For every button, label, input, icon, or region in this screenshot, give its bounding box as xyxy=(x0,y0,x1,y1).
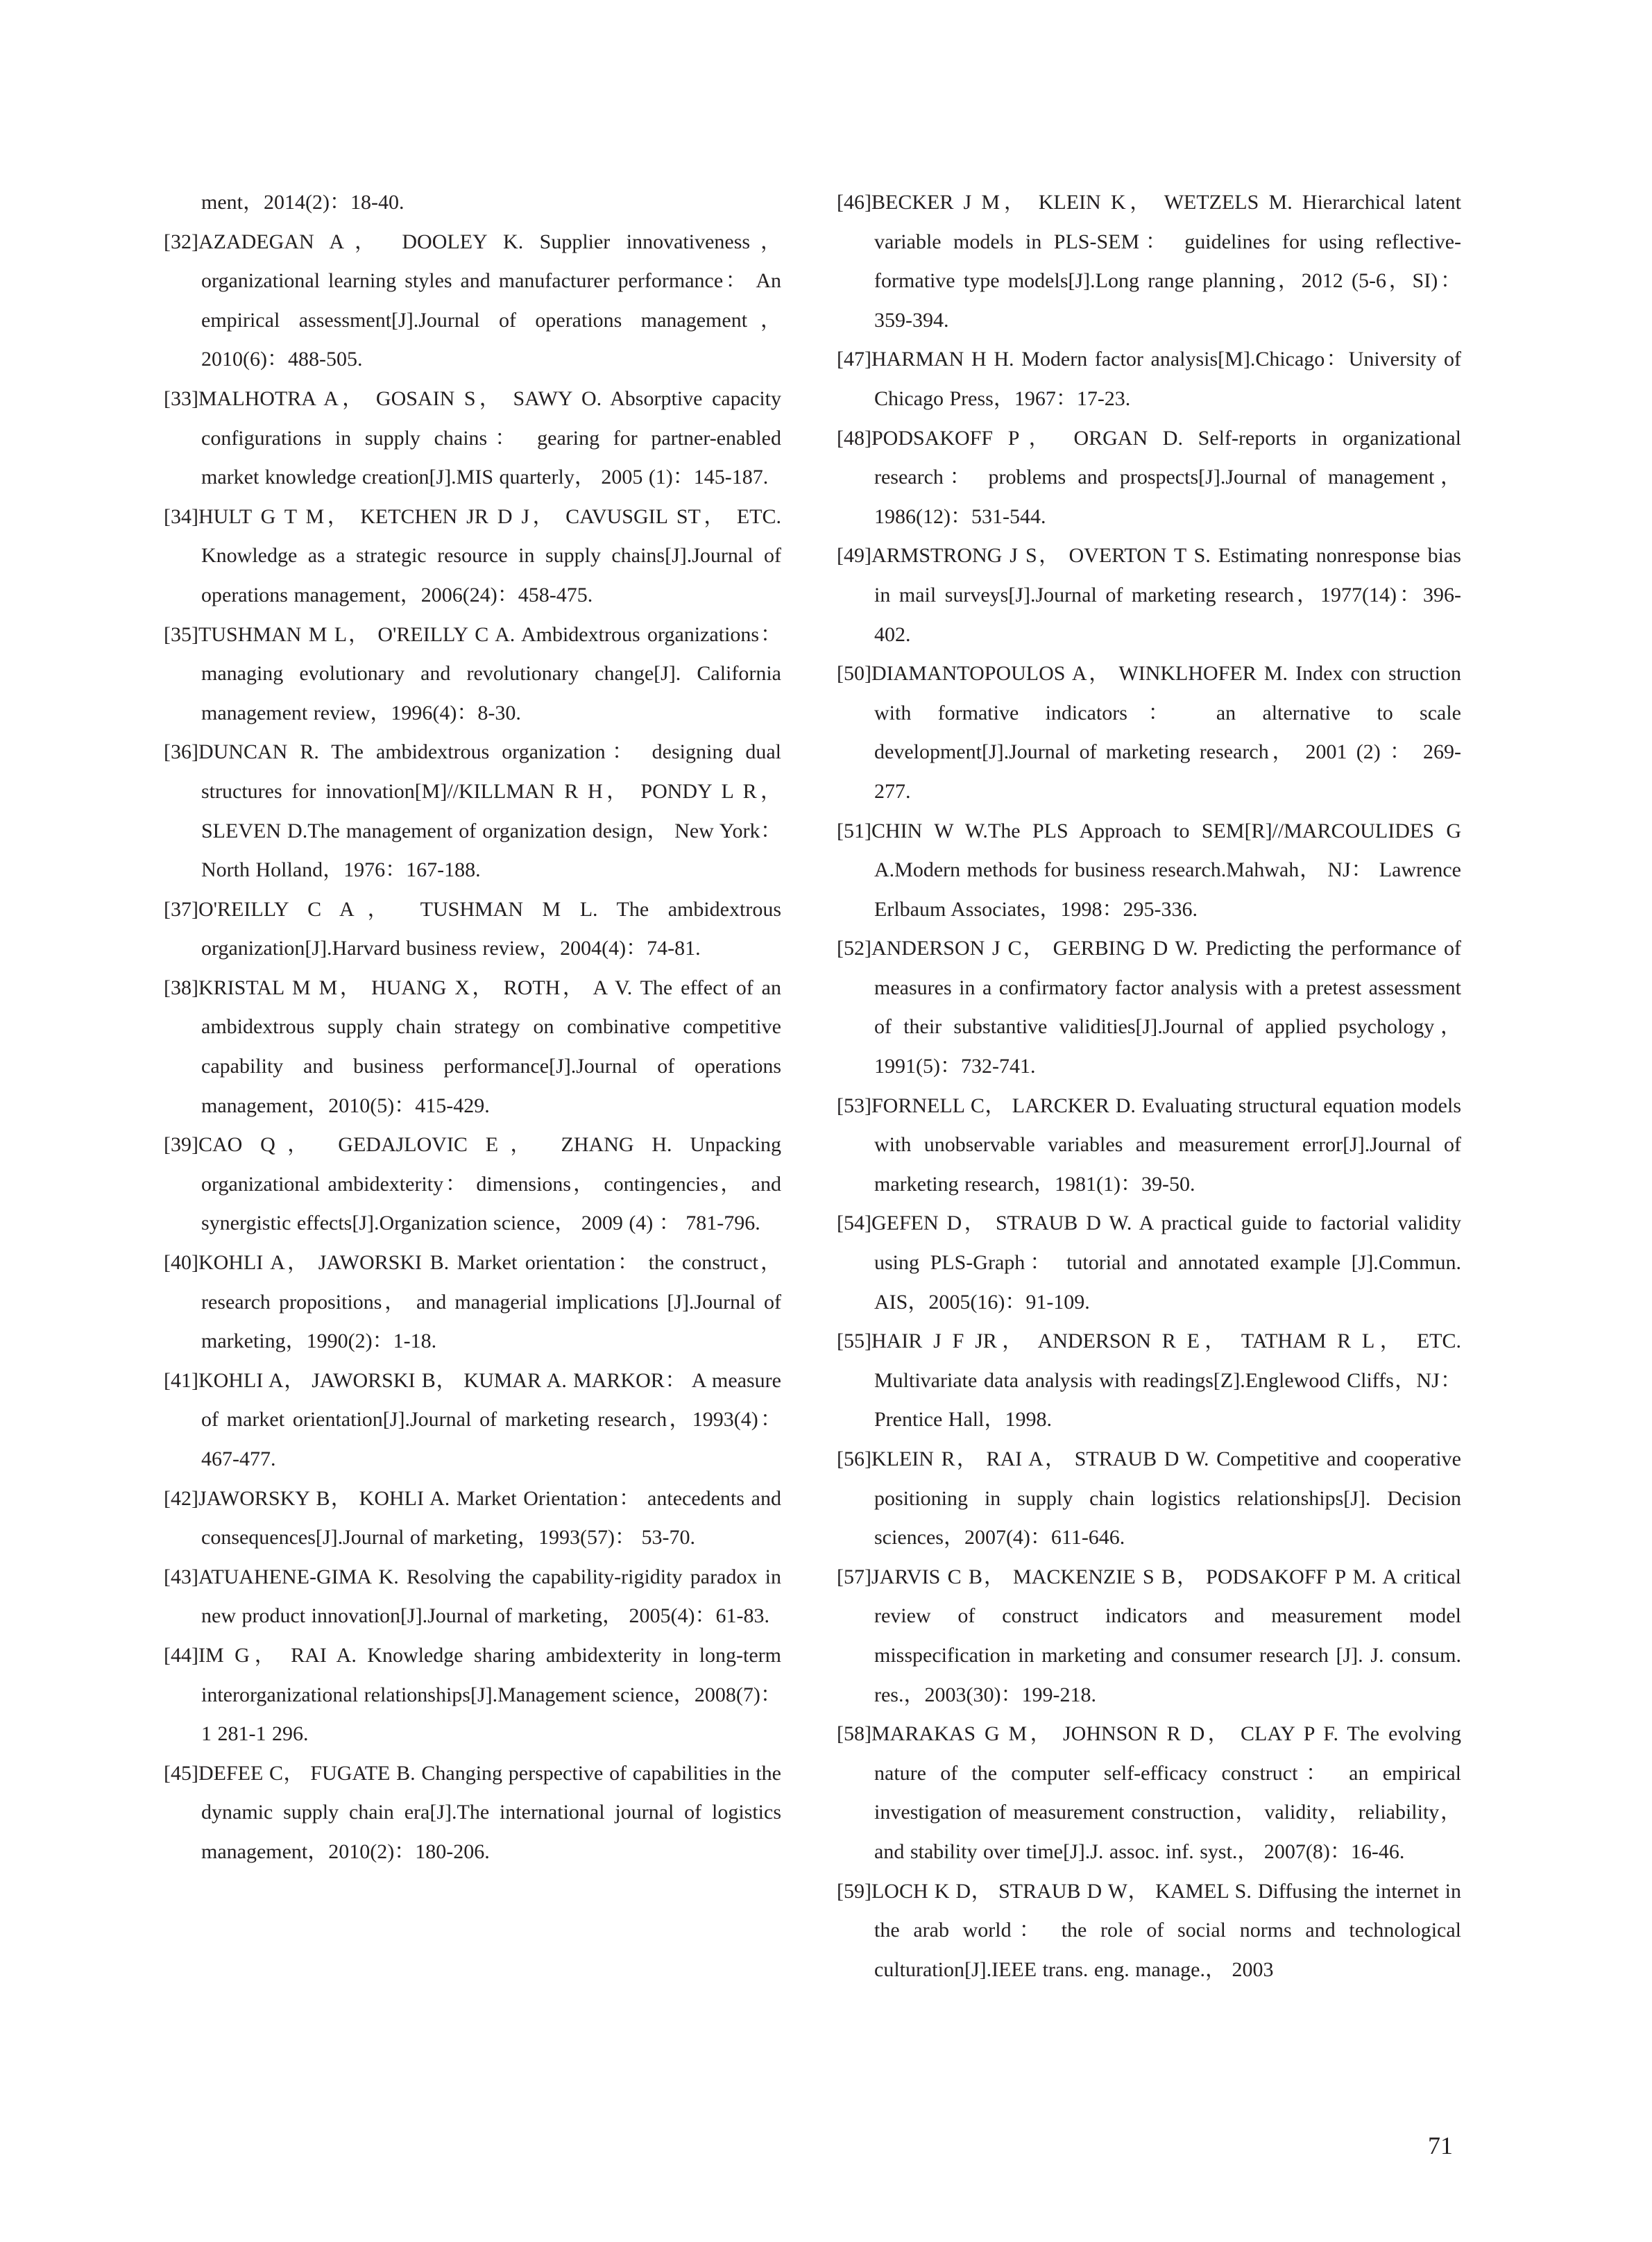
reference-entry: [52]ANDERSON J C， GERBING D W. Predicting the performance of measures in a confirmatory factor analysis with a pretest assessment of their substantive validities[J].Journal of applied psychology，1991(5)：732-741. xyxy=(837,937,1461,1078)
reference-entry: [47]HARMAN H H. Modern factor analysis[M].Chicago：University of Chicago Press，1967：17-23. xyxy=(837,348,1461,410)
reference-entry: [49]ARMSTRONG J S， OVERTON T S. Estimating nonresponse bias in mail surveys[J].Journal of marketing research，1977(14)：396-402. xyxy=(837,544,1461,646)
reference-entry: [51]CHIN W W.The PLS Approach to SEM[R]//MARCOULIDES G A.Modern methods for business research.Mahwah， NJ： Lawrence Erlbaum Associates，1998：295-336. xyxy=(837,819,1461,921)
reference-entry: [40]KOHLI A， JAWORSKI B. Market orientation： the construct， research propositions， and managerial implications [J].Journal of marketing，1990(2)：1-18. xyxy=(164,1251,781,1353)
reference-entry: [35]TUSHMAN M L， O'REILLY C A. Ambidextrous organizations： managing evolutionary and revolutionary change[J]. California management review，1996(4)：8-30. xyxy=(164,622,781,724)
reference-entry: [45]DEFEE C， FUGATE B. Changing perspective of capabilities in the dynamic supply chain era[J].The international journal of logistics management，2010(2)：180-206. xyxy=(164,1761,781,1863)
reference-column-left xyxy=(164,183,781,1872)
reference-entry: [41]KOHLI A， JAWORSKI B， KUMAR A. MARKOR： A measure of market orientation[J].Journal of marketing research，1993(4)：467-477. xyxy=(164,1368,781,1470)
reference-entry: [32]AZADEGAN A， DOOLEY K. Supplier innovativeness， organizational learning styles and manufacturer performance： An empirical assessment[J].Journal of operations management，2010(6)：488-505. xyxy=(164,230,781,371)
reference-entry: [54]GEFEN D， STRAUB D W. A practical guide to factorial validity using PLS-Graph： tutorial and annotated example [J].Commun. AIS，2005(16)：91-109. xyxy=(837,1212,1461,1314)
reference-entry: [53]FORNELL C， LARCKER D. Evaluating structural equation models with unobservable variables and measurement error[J].Journal of marketing research，1981(1)：39-50. xyxy=(837,1094,1461,1196)
reference-entry: [33]MALHOTRA A， GOSAIN S， SAWY O. Absorptive capacity configurations in supply chains： gearing for partner-enabled market knowledge creation[J].MIS quarterly， 2005 (1)：145-187. xyxy=(164,387,781,489)
reference-entry: [42]JAWORSKY B， KOHLI A. Market Orientation： antecedents and consequences[J].Journal of marketing，1993(57)： 53-70. xyxy=(164,1486,781,1549)
reference-entry: [44]IM G， RAI A. Knowledge sharing ambidexterity in long-term interorganizational relationships[J].Management science，2008(7)：1 281-1 296. xyxy=(164,1643,781,1746)
page-number: 71 xyxy=(1428,2132,1453,2159)
reference-entry: [59]LOCH K D， STRAUB D W， KAMEL S. Diffusing the internet in the arab world： the role of social norms and technological culturation[J].IEEE trans. eng. manage.， 2003 xyxy=(837,1879,1461,1981)
reference-entry: [57]JARVIS C B， MACKENZIE S B， PODSAKOFF P M. A critical review of construct indicators and measurement model misspecification in marketing and consumer research [J]. J. consum. res.，2003(30)：199-218. xyxy=(837,1565,1461,1706)
reference-entry: [38]KRISTAL M M， HUANG X， ROTH， A V. The effect of an ambidextrous supply chain strategy on combinative competitive capability and business performance[J].Journal of operations management，2010(5)：415-429. xyxy=(164,976,781,1117)
reference-entry: ment，2014(2)：18-40. xyxy=(201,191,405,214)
reference-entry: [58]MARAKAS G M， JOHNSON R D， CLAY P F. The evolving nature of the computer self-efficacy construct： an empirical investigation of measurement construction， validity， reliability， and stability over time[J].J. assoc. inf. syst.， 2007(8)：16-46. xyxy=(837,1722,1461,1863)
reference-entry: [39]CAO Q， GEDAJLOVIC E， ZHANG H. Unpacking organizational ambidexterity： dimensions， contingencies， and synergistic effects[J].Organization science， 2009 (4) ： 781-796. xyxy=(164,1133,781,1235)
reference-entry: [43]ATUAHENE-GIMA K. Resolving the capability-rigidity paradox in new product innovation[J].Journal of marketing， 2005(4)：61-83. xyxy=(164,1565,781,1628)
reference-entry: [50]DIAMANTOPOULOS A， WINKLHOFER M. Index con struction with formative indicators： an alternative to scale development[J].Journal of marketing research， 2001 (2) ： 269-277. xyxy=(837,662,1461,803)
reference-entry: [37]O'REILLY C A， TUSHMAN M L. The ambidextrous organization[J].Harvard business review，2004(4)：74-81. xyxy=(164,897,781,960)
reference-entry: [46]BECKER J M， KLEIN K， WETZELS M. Hierarchical latent variable models in PLS-SEM： guidelines for using reflective-formative type models[J].Long range planning，2012 (5-6，SI)：359-394. xyxy=(837,191,1461,332)
reference-entry: [56]KLEIN R， RAI A， STRAUB D W. Competitive and cooperative positioning in supply chain logistics relationships[J]. Decision sciences，2007(4)：611-646. xyxy=(837,1447,1461,1549)
reference-entry: [48]PODSAKOFF P， ORGAN D. Self-reports in organizational research： problems and prospects[J].Journal of management，1986(12)：531-544. xyxy=(837,426,1461,528)
reference-entry: [34]HULT G T M， KETCHEN JR D J， CAVUSGIL ST， ETC. Knowledge as a strategic resource in supply chains[J].Journal of operations management，2006(24)：458-475. xyxy=(164,504,781,606)
reference-entry: [36]DUNCAN R. The ambidextrous organization： designing dual structures for innovation[M]//KILLMAN R H， PONDY L R， SLEVEN D.The management of organization design， New York：North Holland，1976：167-188. xyxy=(164,740,781,882)
reference-entry: [55]HAIR J F JR， ANDERSON R E， TATHAM R L， ETC. Multivariate data analysis with readings[Z].Englewood Cliffs，NJ：Prentice Hall，1998. xyxy=(837,1330,1461,1432)
reference-column-right xyxy=(837,183,1461,1989)
